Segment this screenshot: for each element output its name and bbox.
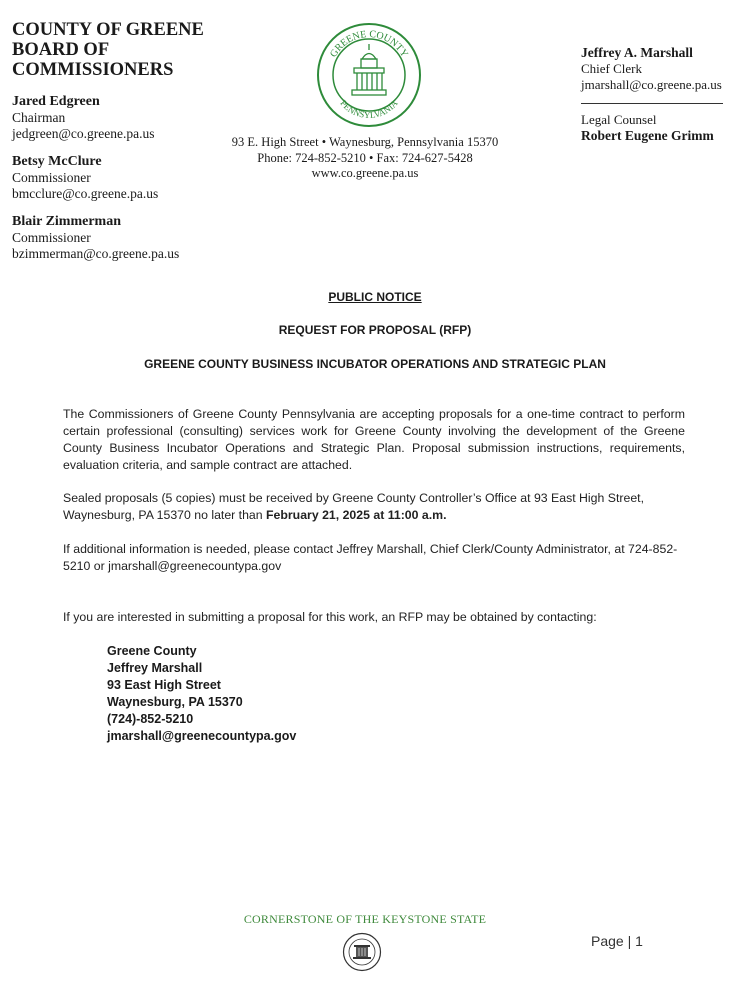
commissioner-role: Commissioner [12, 170, 91, 185]
contact-block [107, 643, 296, 745]
commissioner-name: Blair Zimmerman [12, 214, 122, 229]
title-line: BOARD OF [12, 40, 110, 60]
public-notice-heading: PUBLIC NOTICE [328, 290, 422, 304]
commissioner-name: Betsy McClure [12, 154, 102, 169]
clerk-email: jmarshall@co.greene.pa.us [581, 77, 722, 92]
divider [581, 103, 723, 104]
seal-bottom-text: PENNSYLVANIA [338, 98, 400, 121]
submission-paragraph [63, 490, 685, 524]
title-line: COUNTY OF GREENE [12, 20, 204, 40]
clerk-name: Jeffrey A. Marshall [581, 45, 693, 60]
rfp-request-paragraph: If you are interested in submitting a proposal for this work, an RFP may be obtained by contacting: [63, 610, 597, 624]
commissioner-email: bzimmerman@co.greene.pa.us [12, 246, 180, 261]
page-number: Page | 1 [591, 933, 643, 949]
commissioner-entry [12, 154, 227, 202]
footer-seal-icon [342, 932, 382, 972]
counsel-name: Robert Eugene Grimm [581, 128, 714, 143]
clerk-role: Chief Clerk [581, 61, 643, 76]
commissioner-email: bmcclure@co.greene.pa.us [12, 186, 159, 201]
commissioner-role: Commissioner [12, 230, 91, 245]
rfp-heading: REQUEST FOR PROPOSAL (RFP) [278, 323, 472, 337]
title-line: COMMISSIONERS [12, 60, 174, 80]
county-address-block [220, 135, 510, 182]
contact-street: 93 East High Street [107, 678, 221, 692]
seal-top-text: GREENE COUNTY [328, 28, 410, 60]
contact-city: Waynesburg, PA 15370 [107, 695, 243, 709]
street-address: 93 E. High Street • Waynesburg, Pennsylvania 15370 [231, 135, 499, 149]
commissioner-name: Jared Edgreen [12, 94, 100, 109]
courthouse-icon [352, 44, 386, 95]
phone-fax: Phone: 724-852-5210 • Fax: 724-627-5428 [257, 150, 473, 165]
commissioner-email: jedgreen@co.greene.pa.us [12, 126, 155, 141]
staff-column [581, 45, 741, 144]
submission-deadline: February 21, 2025 at 11:00 a.m. [266, 508, 447, 522]
contact-person: Jeffrey Marshall [107, 661, 203, 675]
project-title: GREENE COUNTY BUSINESS INCUBATOR OPERATIONS AND STRATEGIC PLAN [144, 357, 606, 371]
board-column [12, 20, 227, 274]
contact-org: Greene County [107, 644, 197, 658]
county-seal-icon [316, 22, 422, 128]
footer-motto: CORNERSTONE OF THE KEYSTONE STATE [243, 912, 487, 926]
contact-info-paragraph: If additional information is needed, please contact Jeffrey Marshall, Chief Clerk/County Administrator, at 724-852-5210 or jmarshall@greenecountypa.gov [63, 542, 678, 573]
contact-email: jmarshall@greenecountypa.gov [107, 729, 297, 743]
submission-text: Sealed proposals (5 copies) must be received by Greene County Controller’s Office at 93 East High Street, Waynesburg, PA 15370 no later than [63, 491, 644, 522]
county-board-title [12, 20, 227, 80]
commissioner-entry [12, 94, 227, 142]
commissioner-entry [12, 214, 227, 262]
counsel-role: Legal Counsel [581, 112, 657, 127]
contact-phone: (724)-852-5210 [107, 712, 194, 726]
website: www.co.greene.pa.us [311, 166, 419, 180]
intro-paragraph: The Commissioners of Greene County Pennsylvania are accepting proposals for a one-time contract to perform certain professional (consulting) services work for Greene County involving the development of the Greene County Business Incubator Operations and Strategic Plan. Proposal submission instructions, requirements, evaluation criteria, and sample contract are attached. [63, 407, 685, 472]
commissioner-role: Chairman [12, 110, 66, 125]
